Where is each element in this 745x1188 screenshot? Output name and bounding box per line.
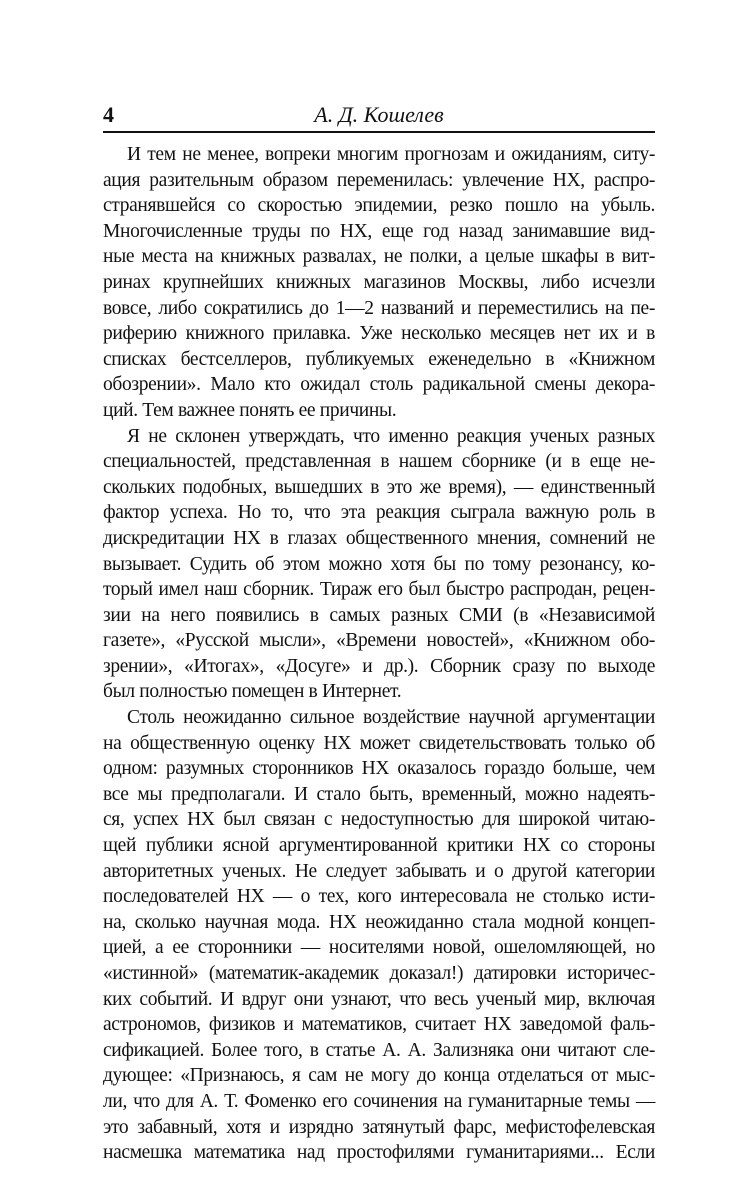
- body-text: [103, 142, 655, 1166]
- text-line: насмешка математика над простофилями гуманитариями... Если: [103, 1142, 655, 1164]
- text-line: дискредитации НХ в глазах общественного мнения, сомнений не: [103, 527, 655, 549]
- text-line: ные места на книжных развалах, не полки, а целые шкафы в вит-: [103, 246, 655, 268]
- text-line: на общественную оценку НХ может свидетельствовать только об: [103, 732, 655, 754]
- text-line: И тем не менее, вопреки многим прогнозам и ожиданиям, ситу-: [127, 144, 655, 165]
- text-line: дующее: «Признаюсь, я сам не могу до конца отделаться от мыс-: [103, 1065, 655, 1087]
- text-line: риферию книжного прилавка. Уже несколько месяцев нет их и в: [103, 323, 655, 345]
- text-line: вовсе, либо сократились до 1—2 названий и переместились на пе-: [103, 297, 655, 319]
- running-title: А. Д. Кошелев: [314, 102, 444, 127]
- text-line: специальностей, представленная в нашем сборнике (и в еще не-: [103, 451, 655, 473]
- text-line: цией, а ее сторонники — носителями новой, ошеломляющей, но: [103, 937, 655, 959]
- text-line: зрении», «Итогах», «Досуге» и др.). Сборник сразу по выходе: [103, 655, 655, 677]
- text-line: на, сколько научная мода. НХ неожиданно стала модной концеп-: [103, 911, 655, 933]
- text-line: последователей НХ — о тех, кого интересовала не столько исти-: [103, 886, 655, 908]
- text-line: ринах крупнейших книжных магазинов Москвы, либо исчезли: [103, 271, 655, 293]
- header-rule: [103, 131, 655, 133]
- text-line: Я не склонен утверждать, что именно реакция ученых разных: [127, 425, 655, 447]
- text-line: ких событий. И вдруг они узнают, что весь ученый мир, включая: [103, 988, 655, 1010]
- text-line: астрономов, физиков и математиков, считает НХ заведомой фаль-: [103, 1014, 655, 1036]
- text-line: скольких подобных, вышедших в это же время), — единственный: [103, 476, 655, 498]
- text-line: списках бестселлеров, публикуемых еженедельно в «Книжном: [103, 348, 655, 370]
- text-line: странявшейся со скоростью эпидемии, резко пошло на убыль.: [103, 195, 655, 217]
- text-line: ся, успех НХ был связан с недоступностью для широкой читаю-: [103, 809, 655, 831]
- text-line: фактор успеха. Но то, что эта реакция сыграла важную роль в: [103, 502, 655, 524]
- text-line: торый имел наш сборник. Тираж его был быстро распродан, рецен-: [103, 579, 655, 601]
- text-line: вызывает. Судить об этом можно хотя бы по тому резонансу, ко-: [103, 553, 655, 575]
- text-line: Столь неожиданно сильное воздействие научной аргументации: [127, 707, 655, 729]
- text-line: Многочисленные труды по НХ, еще год назад занимавшие вид-: [103, 220, 655, 242]
- text-line: обозрении». Мало кто ожидал столь радикальной смены декора-: [103, 374, 655, 396]
- page-header: [103, 102, 655, 132]
- page-number: 4: [103, 102, 114, 127]
- text-line: ация разительным образом переменилась: увлечение НХ, распро-: [103, 169, 655, 191]
- text-line: «истинной» (математик-академик доказал!) датировки историчес-: [103, 963, 655, 984]
- text-line: это забавный, хотя и изрядно затянутый фарс, мефистофелевская: [103, 1116, 655, 1138]
- text-line: одном: разумных сторонников НХ оказалось гораздо больше, чем: [103, 758, 655, 780]
- text-line: авторитетных ученых. Не следует забывать и о другой категории: [103, 860, 655, 882]
- text-line: все мы предполагали. И стало быть, временный, можно надеять-: [103, 783, 655, 805]
- text-line: сификацией. Более того, в статье А. А. Зализняка они читают сле-: [103, 1039, 655, 1061]
- text-line: ли, что для А. Т. Фоменко его сочинения на гуманитарные темы —: [103, 1090, 655, 1112]
- text-line: щей публики ясной аргументированной критики НХ со стороны: [103, 835, 655, 857]
- text-line: газете», «Русской мысли», «Времени новостей», «Книжном обо-: [103, 630, 655, 652]
- text-line: зии на него появились в самых разных СМИ (в «Независимой: [103, 604, 655, 626]
- text-line: ций. Тем важнее понять ее причины.: [103, 399, 397, 421]
- text-line: был полностью помещен в Интернет.: [103, 681, 402, 703]
